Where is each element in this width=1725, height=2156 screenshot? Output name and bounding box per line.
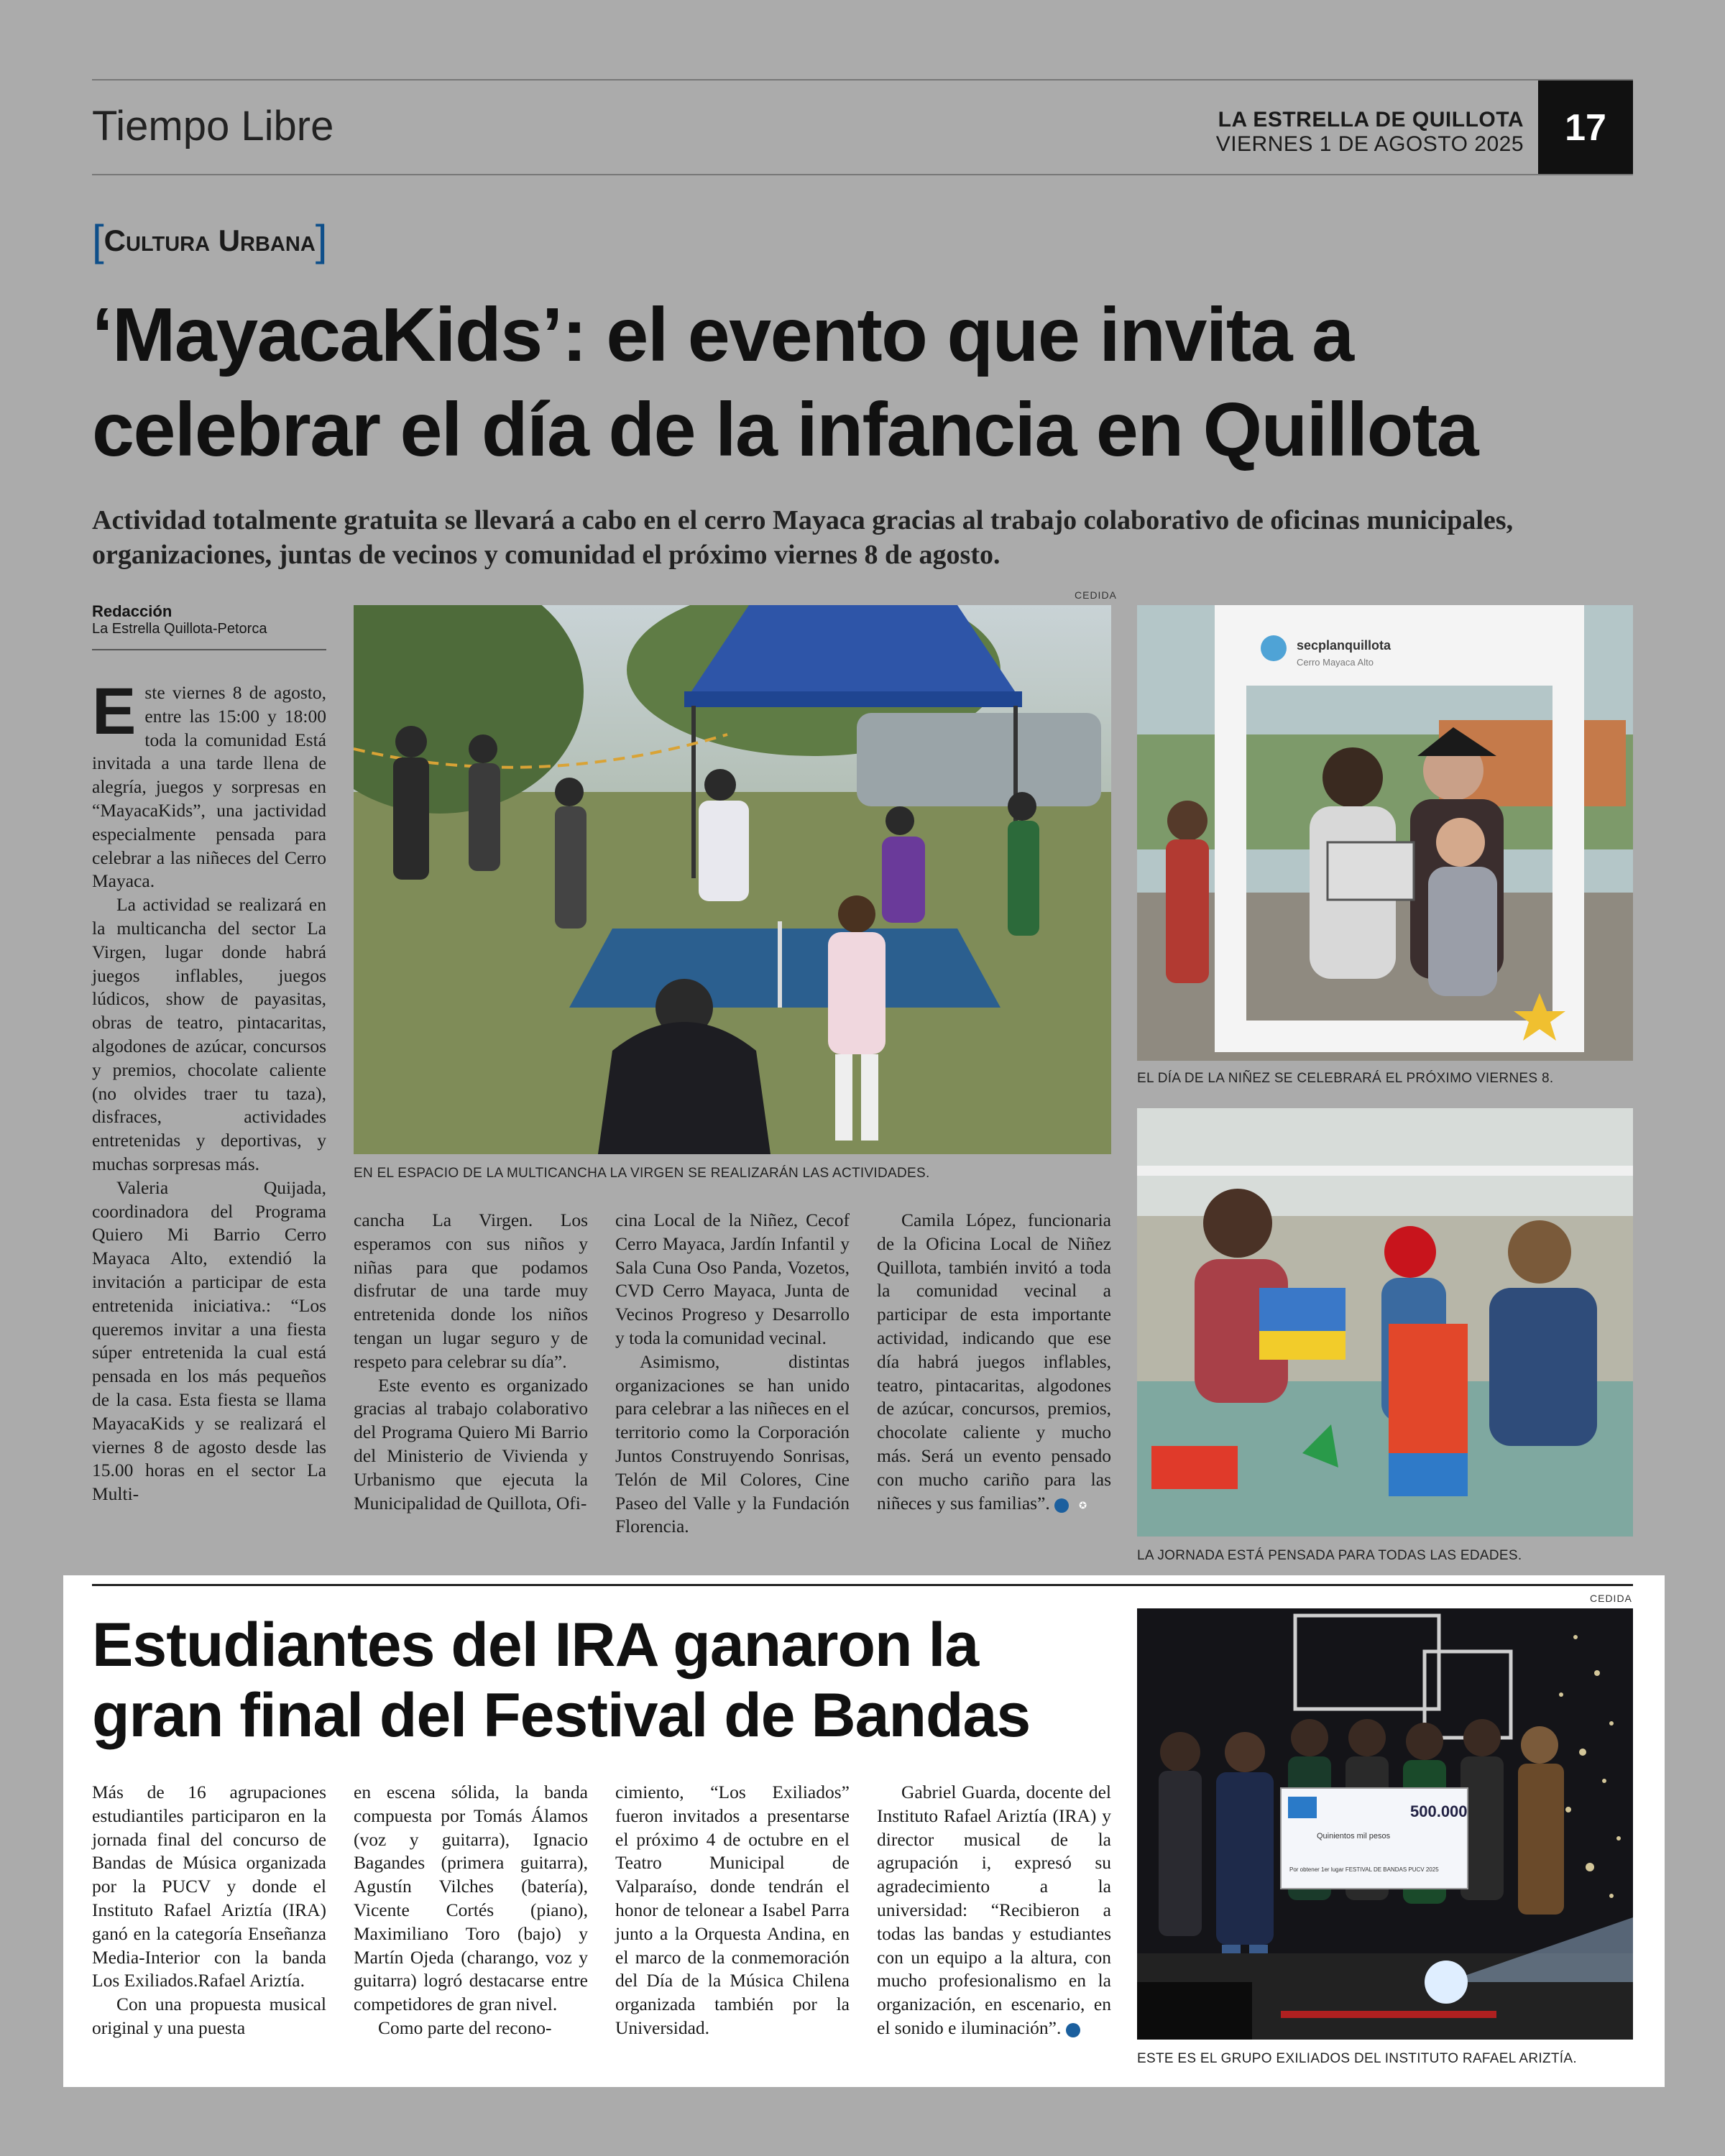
second-column-1 [92, 1781, 326, 2040]
publication-date: VIERNES 1 DE AGOSTO 2025 [1215, 132, 1524, 156]
frame-sub: Cerro Mayaca Alto [1297, 657, 1374, 668]
blocks-photo [1137, 1108, 1633, 1537]
second-photo-credit: CEDIDA [1590, 1593, 1632, 1604]
byline [92, 602, 267, 637]
second-col4-para-1-text: Gabriel Guarda, docente del Instituto Rafael Ariztía (IRA) y director musical de la agrupación i, expresó su agradecimiento a la universidad: “Recibieron a todas las bandas y estudiantes con un equipo a la altura, con mucho profesionalismo en la organización, en escenario, en el sonido e iluminación”. [877, 1782, 1111, 2038]
second-headline-line-2: gran final del Festival de Bandas [92, 1681, 1031, 1750]
frame-handle: secplanquillota [1297, 638, 1392, 653]
kicker-text: Cultura Urbana [104, 224, 316, 257]
main-photo-multicancha [354, 605, 1111, 1154]
frame-photo-caption: EL DÍA DE LA NIÑEZ SE CELEBRARÁ EL PRÓXIMO VIERNES 8. [1137, 1071, 1554, 1086]
second-headline-line-1: Estudiantes del IRA ganaron la [92, 1611, 979, 1680]
kicker-bracket-left: [ [92, 216, 104, 264]
main-column-2 [354, 1209, 588, 1515]
main-photo-illustration [354, 605, 1111, 1154]
frame-photo-illustration [1137, 605, 1633, 1061]
main-col2-para-1: cancha La Virgen. Los esperamos con sus niños y niñas para que podamos disfrutar de una tarde muy entretenida donde los niños tengan un lugar seguro y de respeto para celebrar su día”. [354, 1210, 588, 1372]
frame-logo-icon [1261, 635, 1287, 661]
main-col1-para-2: La actividad se realizará en la multicancha del sector La Virgen, lugar donde habrá juegos inflables, juegos lúdicos, show de payasitas, obras de teatro, pintacaritas, algodones de azúcar, concursos y premios, chocolate caliente (no olvides traer tu taza), disfraces, actividades entretenidas y deportivas, y muchas sorpresas más. [92, 894, 326, 1174]
main-col4-para-1 [877, 1209, 1111, 1515]
main-column-3 [615, 1209, 850, 1539]
second-col2-para-2: Como parte del recono- [378, 2017, 552, 2038]
band-photo [1137, 1608, 1633, 2040]
band-photo-illustration [1137, 1608, 1633, 2040]
second-headline [92, 1610, 1098, 1751]
publication-info [1216, 108, 1524, 157]
main-col3-para-1: cina Local de la Niñez, Cecof Cerro Mayaca, Jardín Infantil y Sala Cuna Oso Panda, Vozetos, CVD Cerro Mayaca, Junta de Vecinos Progreso y Desarrollo y toda la comunidad vecinal. [615, 1210, 850, 1348]
second-col1-para-2: Con una propuesta musical original y una puesta [92, 1994, 326, 2038]
publication-name: LA ESTRELLA DE QUILLOTA [1218, 108, 1524, 132]
byline-rule [92, 649, 326, 650]
second-col1-para-1: Más de 16 agrupaciones estudiantiles participaron en la jornada final del concurso de Bandas de Música organizada por la PUCV y donde el Instituto Rafael Ariztía (IRA) ganó en la categoría Enseñanza Media-Interior con la banda Los Exiliados.Rafael Ariztía. [92, 1782, 326, 1991]
main-col1-para-1-text: ste viernes 8 de agosto, entre las 15:00 y 18:00 toda la comunidad Está invitada a una tarde llena de alegría, juegos y sorpresas en “MayacaKids”, una jactividad especialmente pensada para celebrar a las niñeces del Cerro Mayaca. [92, 682, 326, 892]
main-headline-line-1: ‘MayacaKids’: el evento que invita a [92, 292, 1353, 377]
byline-author: Redacción [92, 602, 172, 620]
second-col2-para-1: en escena sólida, la banda compuesta por Tomás Álamos (voz y guitarra), Ignacio Bagandes (primera guitarra), Agustín Vilches (batería), Vicente Cortés (piano), Maximiliano Toro (bajo) y Martín Ojeda (charango, voz y guitarra) logró destacarse entre competidores de gran nivel. [354, 1782, 588, 2015]
second-column-3 [615, 1781, 850, 2040]
frame-photo [1137, 605, 1633, 1061]
main-photo-caption: EN EL ESPACIO DE LA MULTICANCHA LA VIRGEN SE REALIZARÁN LAS ACTIVIDADES. [354, 1166, 930, 1181]
kicker-bracket-right: ] [315, 216, 328, 264]
end-mark-icon: ✪ [1054, 1498, 1069, 1513]
main-col2-para-2: Este evento es organizado gracias al trabajo colaborativo del Programa Quiero Mi Barrio del Ministerio de Vivienda y Urbanismo que ejecuta la Municipalidad de Quillota, Ofi- [354, 1374, 588, 1514]
main-headline-line-2: celebrar el día de la infancia en Quillota [92, 387, 1478, 472]
main-col1-para-3: Valeria Quijada, coordinadora del Programa Quiero Mi Barrio Cerro Mayaca Alto, extendió la invitación a participar de esta entretenida iniciativa.: “Los queremos invitar a una fiesta súper entretenida la cual está pensada en los más pequeños de la casa. Esta fiesta se llama MayacaKids y se realizará el viernes 8 de agosto desde las 15.00 horas en el sector La Multi- [92, 1176, 326, 1505]
check-line: Por obtener 1er lugar FESTIVAL DE BANDAS PUCV 2025 [1289, 1866, 1439, 1873]
section-title: Tiempo Libre [92, 103, 334, 149]
main-deck: Actividad totalmente gratuita se llevará a cabo en el cerro Mayaca gracias al trabajo colaborativo de oficinas municipales, organizaciones, juntas de vecinos y comunidad el próximo viernes 8 de agosto. [92, 505, 1514, 570]
main-column-4 [877, 1209, 1111, 1515]
second-col4-para-1 [877, 1781, 1111, 2040]
blocks-photo-illustration [1137, 1108, 1633, 1537]
main-col3-para-2: Asimismo, distintas organizaciones se han unido para celebrar a las niñeces en el territorio como la Corporación Juntos Construyendo Sonrisas, Telón de Mil Colores, Cine Paseo del Valle y la Fundación Florencia. [615, 1350, 850, 1537]
check-words: Quinientos mil pesos [1317, 1832, 1391, 1841]
page-number: 17 [1538, 80, 1633, 175]
second-col3-para-1: cimiento, “Los Exiliados” fueron invitados a presentarse el próximo 4 de octubre en el Teatro Municipal de Valparaíso, donde tendrán el honor de telonear a Isabel Parra junto a la Orquesta Andina, en el marco de la conmemoración del Día de la Música Chilena organizada también por la Universidad. [615, 1782, 850, 2038]
header-top-rule [92, 79, 1633, 80]
header-bottom-rule [92, 174, 1633, 175]
kicker [92, 216, 327, 265]
band-photo-caption: ESTE ES EL GRUPO EXILIADOS DEL INSTITUTO RAFAEL ARIZTÍA. [1137, 2051, 1577, 2066]
main-col4-para-1-text: Camila López, funcionaria de la Oficina Local de Niñez Quillota, también invitó a toda la comunidad vecinal a participar de esta importante actividad, indicando que ese día habrá juegos inflables, teatro, pintacaritas, algodones de azúcar, concursos, premios, chocolate caliente y mucho más. Será un evento pensado con mucho cariño para las niñeces y sus familias”. [877, 1210, 1111, 1514]
check-amount: 500.000 [1410, 1802, 1468, 1820]
second-article-rule [92, 1584, 1633, 1586]
second-column-4 [877, 1781, 1111, 2040]
end-mark-icon-2: ✪ [1066, 2023, 1080, 2037]
byline-outlet: La Estrella Quillota-Petorca [92, 621, 267, 637]
main-col1-para-1 [92, 675, 326, 893]
blocks-photo-caption: LA JORNADA ESTÁ PENSADA PARA TODAS LAS EDADES. [1137, 1548, 1522, 1563]
main-photo-credit: CEDIDA [1075, 589, 1117, 601]
drop-cap: E [92, 675, 137, 748]
main-headline [92, 287, 1644, 477]
second-column-2 [354, 1781, 588, 2040]
main-column-1 [92, 675, 326, 1506]
